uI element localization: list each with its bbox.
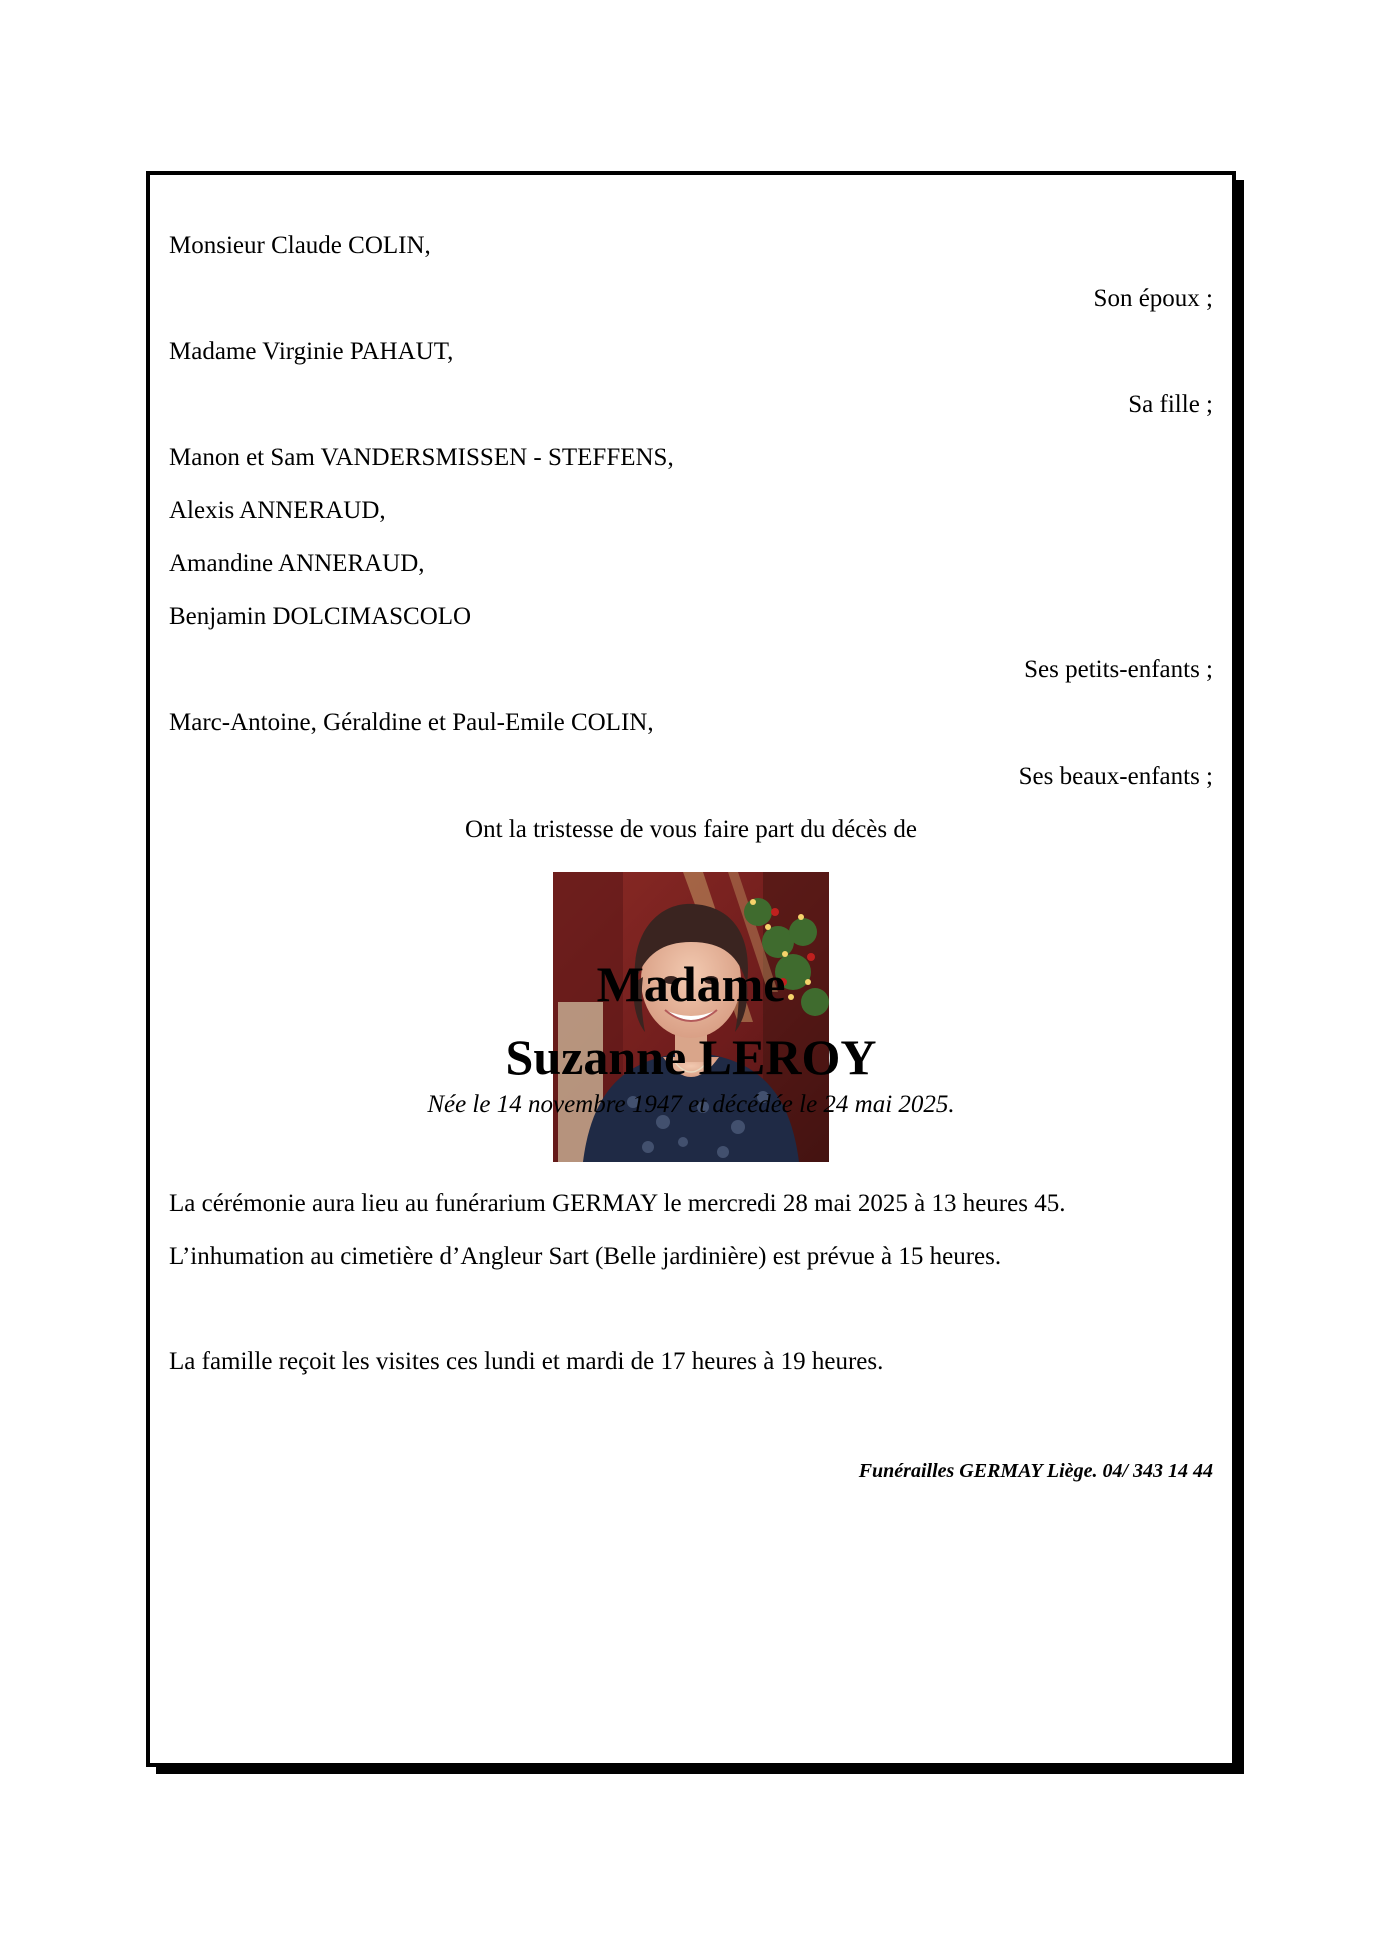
family-line-grandchild-2: Alexis ANNERAUD, (169, 497, 386, 524)
visits-info: La famille reçoit les visites ces lundi et mardi de 17 heures à 19 heures. (169, 1348, 884, 1375)
burial-info: L’inhumation au cimetière d’Angleur Sart (Belle jardinière) est prévue à 15 heures. (169, 1243, 1002, 1270)
family-line-grandchild-4: Benjamin DOLCIMASCOLO (169, 603, 472, 630)
deceased-name: Suzanne LEROY (505, 1029, 877, 1085)
family-line-spouse: Monsieur Claude COLIN, (169, 232, 431, 259)
family-line-daughter: Madame Virginie PAHAUT, (169, 338, 454, 365)
funeral-home-footer: Funérailles GERMAY Liège. 04/ 343 14 44 (858, 1460, 1213, 1482)
family-line-grandchild-1: Manon et Sam VANDERSMISSEN - STEFFENS, (169, 444, 674, 471)
deceased-dates: Née le 14 novembre 1947 et décédée le 24 mai 2025. (427, 1091, 955, 1118)
family-role-daughter: Sa fille ; (1128, 391, 1213, 418)
family-role-stepchildren: Ses beaux-enfants ; (1018, 763, 1213, 790)
family-role-grandchildren: Ses petits-enfants ; (1024, 656, 1213, 683)
family-line-grandchild-3: Amandine ANNERAUD, (169, 550, 425, 577)
family-role-spouse: Son époux ; (1093, 285, 1213, 312)
obituary-card (146, 171, 1236, 1767)
deceased-title: Madame (596, 956, 786, 1012)
announcement-intro: Ont la tristesse de vous faire part du décès de (465, 816, 917, 843)
family-line-stepchildren: Marc-Antoine, Géraldine et Paul-Emile COLIN, (169, 709, 654, 736)
ceremony-info: La cérémonie aura lieu au funérarium GERMAY le mercredi 28 mai 2025 à 13 heures 45. (169, 1190, 1066, 1217)
